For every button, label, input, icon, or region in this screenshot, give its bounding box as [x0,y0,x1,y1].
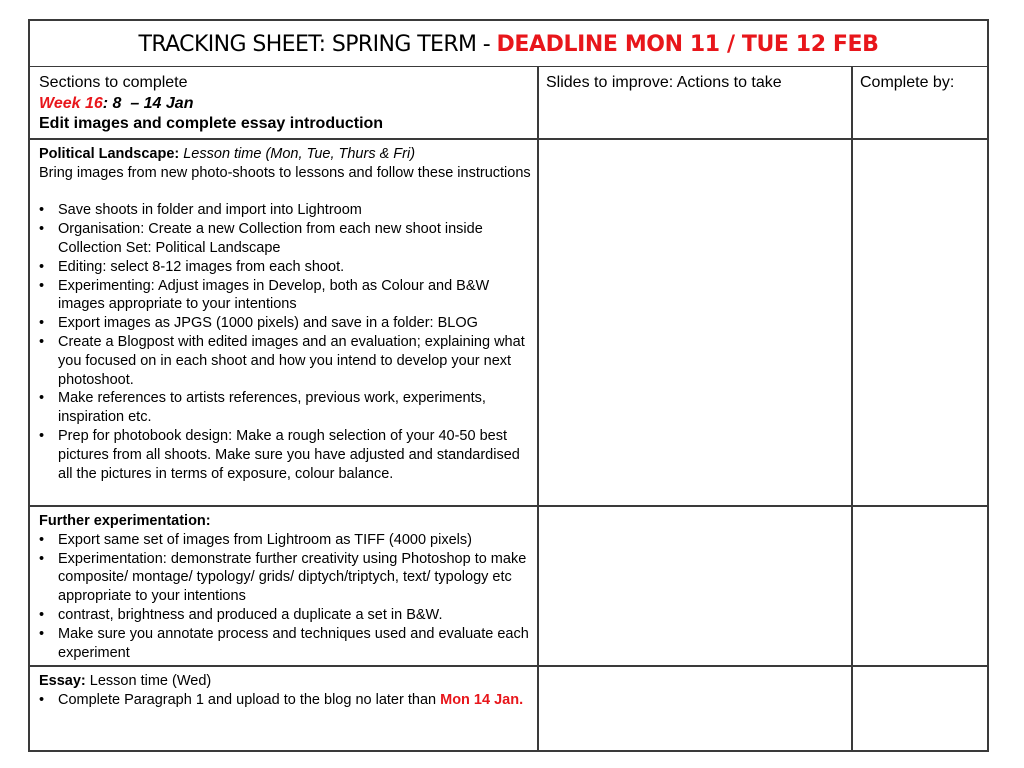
essay-heading: Essay: [39,673,86,689]
list-item: • Make sure you annotate process and techniques used and evaluate each experiment [39,625,534,663]
week-label: Week 16 [39,94,103,112]
further-heading: Further experimentation: [39,513,211,529]
essay-instructions-list [39,691,534,710]
list-item: • Export same set of images from Lightroom as TIFF (4000 pixels) [39,531,534,550]
essay-lesson-time: Lesson time (Wed) [85,673,212,689]
list-item: • Experimentation: demonstrate further creativity using Photoshop to make composite/ montage/ typology/ grids/ diptych/triptych, text/ typology etc appropriate to your intentions [39,550,534,606]
list-item [39,691,534,710]
political-instructions-list [39,201,534,483]
essay-cell [39,672,534,710]
list-item: • Editing: select 8-12 images from each shoot. [39,258,534,277]
list-item: • Save shoots in folder and import into Lightroom [39,201,534,220]
political-heading: Political Landscape: [39,146,180,162]
further-instructions-list [39,531,534,663]
list-item: • Create a Blogpost with edited images and an evaluation; explaining what you focused on in each shoot and how you intend to develop your next photoshoot. [39,333,534,389]
essay-heading-line [39,672,534,691]
column-divider-1 [537,67,539,750]
political-lesson-time: Lesson time (Mon, Tue, Thurs & Fri) [179,146,416,162]
header-sections-cell [39,73,534,135]
list-item: • Make references to artists references, previous work, experiments, inspiration etc. [39,389,534,427]
tracking-sheet-table [28,19,989,752]
slides-header: Slides to improve: Actions to take [546,74,782,91]
list-item: • Export images as JPGS (1000 pixels) and save in a folder: BLOG [39,314,534,333]
week-task: Edit images and complete essay introduction [39,115,384,132]
list-item: • contrast, brightness and produced a duplicate a set in B&W. [39,606,534,625]
essay-item-text: Complete Paragraph 1 and upload to the blog no later than [58,691,441,708]
header-slides-cell [546,73,846,94]
week-dates: : 8 – 14 Jan [102,94,194,112]
sheet-title [30,21,987,67]
list-item: • Prep for photobook design: Make a rough selection of your 40-50 best pictures from all shoots. Make sure you have adjusted and standardised all the pictures in terms of exposure, colour balance. [39,427,534,483]
political-intro: Bring images from new photo-shoots to lessons and follow these instructions [39,164,531,181]
list-item: • Organisation: Create a new Collection from each new shoot inside Collection Set: Political Landscape [39,220,534,258]
sections-label: Sections to complete [39,74,188,91]
list-item: • Experimenting: Adjust images in Develop, both as Colour and B&W images appropriate to your intentions [39,277,534,315]
column-divider-2 [851,67,853,750]
further-experimentation-cell [39,512,534,662]
row-divider-2 [30,505,987,507]
title-deadline: DEADLINE MON 11 / TUE 12 FEB [496,32,879,57]
complete-by-header: Complete by: [860,74,955,91]
week-line [39,94,534,115]
essay-item-deadline: Mon 14 Jan. [440,691,524,708]
header-complete-cell [860,73,985,94]
political-heading-line [39,145,534,164]
political-landscape-cell [39,145,534,483]
title-prefix: TRACKING SHEET: SPRING TERM - [138,32,497,57]
row-divider-3 [30,665,987,667]
row-divider-1 [30,138,987,140]
